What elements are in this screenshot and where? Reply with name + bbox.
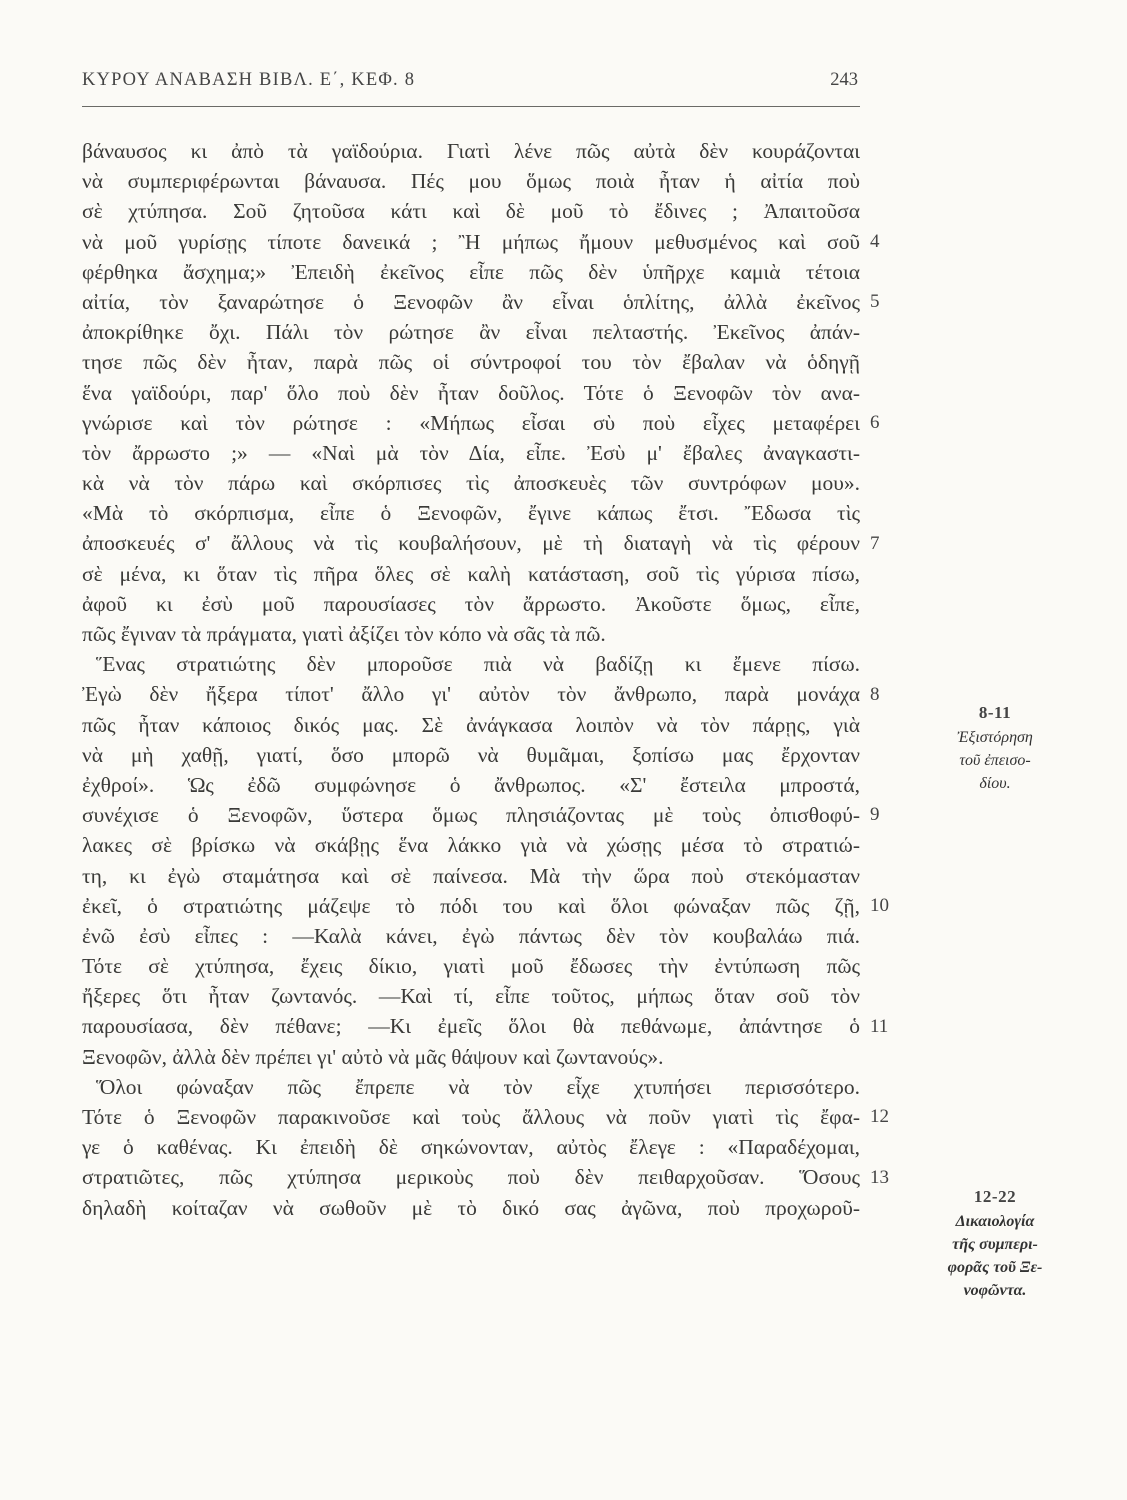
text-line: γνώρισε καὶ τὸν ρώτησε : «Μήπως εἶσαι σὺ ποὺ εἶχες μεταφέρει xyxy=(82,410,860,435)
text-line: νὰ συμπεριφέρωνται βάναυσα. Πές μου ὅμως ποιὰ ἦταν ἡ αἰτία ποὺ xyxy=(82,169,860,194)
side-note-line: νοφῶντα. xyxy=(963,1282,1027,1299)
text-line: ἀποσκευές σ' ἄλλους νὰ τὶς κουβαλήσουν, μὲ τὴ διαταγὴ νὰ τὶς φέρουν xyxy=(82,531,860,556)
section-number: 7 xyxy=(870,532,880,554)
section-number: 12 xyxy=(870,1106,889,1128)
text-line: βάναυσος κι ἀπὸ τὰ γαϊδούρια. Γιατὶ λένε πῶς αὐτὰ δὲν κουράζονται xyxy=(82,139,860,163)
text-line: πῶς ἦταν κάποιος δικός μας. Σὲ ἀνάγκασα λοιπὸν νὰ τὸν πάρῃς, γιὰ xyxy=(82,712,860,737)
side-note-line: τοῦ ἐπεισο- xyxy=(959,752,1031,769)
side-note-range: 8-11 xyxy=(978,703,1012,722)
text-line: αἰτία, τὸν ξαναρώτησε ὁ Ξενοφῶν ἂν εἶναι ὁπλίτης, ἀλλὰ ἐκεῖνος xyxy=(82,289,860,314)
page-header xyxy=(82,66,860,107)
text-line: Τότε ὁ Ξενοφῶν παρακινοῦσε καὶ τοὺς ἄλλους νὰ ποῦν γιατὶ τὶς ἔφα- xyxy=(82,1105,860,1129)
text-line: νὰ μὴ χαθῇ, γιατί, ὅσο μπορῶ νὰ θυμᾶμαι, ξοπίσω μας ἔρχονταν xyxy=(82,742,860,767)
text-line: σὲ μένα, κι ὅταν τὶς πῆρα ὅλες σὲ καλὴ κατάσταση, σοῦ τὶς γύρισα πίσω, xyxy=(82,561,860,586)
text-line: Τότε σὲ χτύπησα, ἔχεις δίκιο, γιατὶ μοῦ ἔδωσες τὴν ἐντύπωση πῶς xyxy=(82,954,860,979)
side-note-line: φορᾶς τοῦ Ξε- xyxy=(947,1259,1043,1276)
text-line: νὰ μοῦ γυρίσῃς τίποτε δανεικά ; Ἢ μήπως ἤμουν μεθυσμένος καὶ σοῦ xyxy=(82,229,860,254)
body-text xyxy=(82,136,860,1223)
text-line: ἤξερες ὅτι ἦταν ζωντανός. —Καὶ τί, εἶπε τοῦτος, μήπως ὅταν σοῦ τὸν xyxy=(82,984,860,1009)
text-line: τὸν ἄρρωστο ;» — «Ναὶ μὰ τὸν Δία, εἶπε. Ἐσὺ μ' ἔβαλες ἀναγκαστι- xyxy=(82,440,860,465)
text-line: ἐνῶ ἐσὺ εἶπες : —Καλὰ κάνει, ἐγὼ πάντως δὲν τὸν κουβαλάω πιά. xyxy=(82,923,860,948)
side-note-line: Δικαιολογία xyxy=(955,1213,1035,1230)
text-line: γε ὁ καθένας. Κι ἐπειδὴ δὲ σηκώνονταν, αὐτὸς ἔλεγε : «Παραδέχομαι, xyxy=(82,1135,860,1160)
text-line: κὰ νὰ τὸν πάρω καὶ σκόρπισες τὶς ἀποσκευὲς τῶν συντρόφων μου». xyxy=(82,471,860,496)
section-number: 8 xyxy=(870,683,880,705)
text-line: πῶς ἔγιναν τὰ πράγματα, γιατὶ ἀξίζει τὸν κόπο νὰ σᾶς τὰ πῶ. xyxy=(82,622,606,646)
text-line: ἐχθροί». Ὡς ἐδῶ συμφώνησε ὁ ἄνθρωπος. «Σ' ἔστειλα μπροστά, xyxy=(82,772,860,797)
section-number: 9 xyxy=(870,804,880,826)
text-line: Ξενοφῶν, ἀλλὰ δὲν πρέπει γι' αὐτὸ νὰ μᾶς θάψουν καὶ ζωντανούς». xyxy=(82,1044,664,1069)
text-line: Ἐγὼ δὲν ἤξερα τίποτ' ἄλλο γι' αὐτὸν τὸν ἄνθρωπο, παρὰ μονάχα xyxy=(82,682,860,707)
text-line: ἀποκρίθηκε ὄχι. Πάλι τὸν ρώτησε ἂν εἶναι πελταστής. Ἐκεῖνος ἀπάν- xyxy=(82,320,860,345)
section-number: 6 xyxy=(870,411,880,433)
side-note-line: Ἐξιστόρηση xyxy=(957,729,1033,746)
side-note-justification xyxy=(920,1184,1070,1302)
text-line: «Μὰ τὸ σκόρπισμα, εἶπε ὁ Ξενοφῶν, ἔγινε κάπως ἔτσι. Ἔδωσα τὶς xyxy=(82,501,860,526)
page-number: 243 xyxy=(830,70,858,90)
text-line: ἕνα γαϊδούρι, παρ' ὅλο ποὺ δὲν ἦταν δοῦλος. Τότε ὁ Ξενοφῶν τὸν ανα- xyxy=(82,380,860,405)
text-line: ἀφοῦ κι ἐσὺ μοῦ παρουσίασες τὸν ἄρρωστο. Ἀκοῦστε ὅμως, εἶπε, xyxy=(82,591,860,616)
section-number: 11 xyxy=(870,1015,889,1037)
text-line: Ὅλοι φώναξαν πῶς ἔπρεπε νὰ τὸν εἶχε χτυπήσει περισσότερο. xyxy=(96,1074,860,1099)
section-number: 5 xyxy=(870,291,880,312)
text-line: δηλαδὴ κοίταζαν νὰ σωθοῦν μὲ τὸ δικό σας ἀγῶνα, ποὺ προχωροῦ- xyxy=(82,1195,860,1220)
text-line: στρατιῶτες, πῶς χτύπησα μερικοὺς ποὺ δὲν πειθαρχοῦσαν. Ὅσους xyxy=(82,1165,860,1190)
text-line: τη, κι ἐγὼ σταμάτησα καὶ σὲ παίνεσα. Μὰ τὴν ὥρα ποὺ στεκόμασταν xyxy=(82,863,860,888)
section-number: 4 xyxy=(870,230,880,252)
side-note-line: δίου. xyxy=(979,775,1011,792)
text-line: ἐκεῖ, ὁ στρατιώτης μάζεψε τὸ πόδι του καὶ ὅλοι φώναξαν πῶς ζῇ, xyxy=(82,893,860,918)
text-line: συνέχισε ὁ Ξενοφῶν, ὕστερα ὅμως πλησιάζοντας μὲ τοὺς ὀπισθοφύ- xyxy=(82,803,860,828)
text-line: λακες σὲ βρίσκω νὰ σκάβῃς ἕνα λάκκο γιὰ νὰ χώσῃς μέσα τὸ στρατιώ- xyxy=(82,833,860,858)
side-note-episode xyxy=(920,700,1070,795)
section-number: 10 xyxy=(870,895,889,916)
section-number: 13 xyxy=(870,1166,889,1188)
text-line: τησε πῶς δὲν ἦταν, παρὰ πῶς οἱ σύντροφοί του τὸν ἔβαλαν νὰ ὁδηγῇ xyxy=(82,350,860,375)
side-note-range: 12-22 xyxy=(973,1187,1017,1206)
text-line: φέρθηκα ἄσχημα;» Ἐπειδὴ ἐκεῖνος εἶπε πῶς δὲν ὑπῆρχε καμιὰ τέτοια xyxy=(82,259,860,284)
text-line: Ἕνας στρατιώτης δὲν μποροῦσε πιὰ νὰ βαδίζῃ κι ἔμενε πίσω. xyxy=(96,652,860,677)
text-line: σὲ χτύπησα. Σοῦ ζητοῦσα κάτι καὶ δὲ μοῦ τὸ ἔδινες ; Ἀπαιτοῦσα xyxy=(82,199,860,224)
text-line: παρουσίασα, δὲν πέθανε; —Κι ἐμεῖς ὅλοι θὰ πεθάνωμε, ἀπάντησε ὁ xyxy=(82,1014,860,1039)
running-head: ΚΥΡΟΥ ΑΝΑΒΑΣΗ ΒΙΒΛ. Ε΄, ΚΕΦ. 8 xyxy=(82,70,416,90)
side-note-line: τῆς συμπερι- xyxy=(952,1236,1038,1253)
